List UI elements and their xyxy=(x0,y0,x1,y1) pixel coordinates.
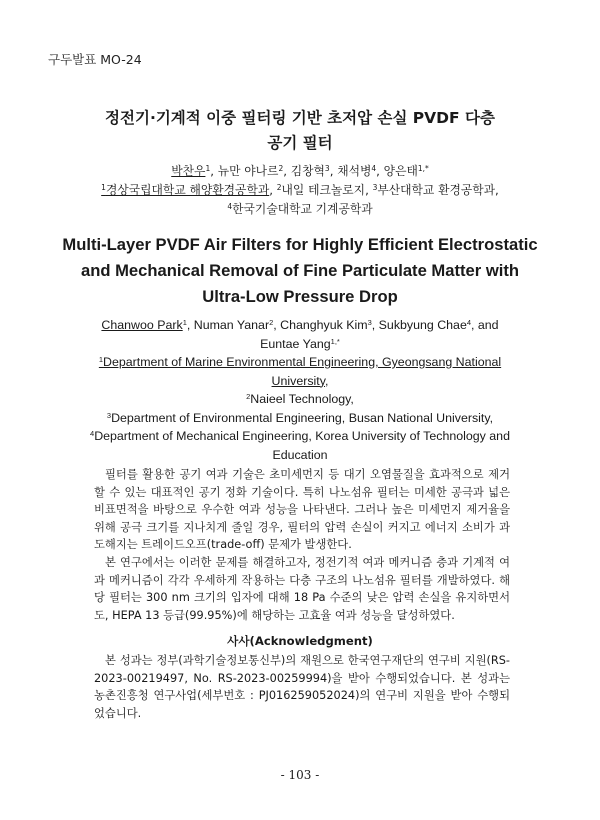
abstract-paragraph-1: 필터를 활용한 공기 여과 기술은 초미세먼지 등 대기 오염물질을 효과적으로 제거할 수 있는 대표적인 공기 정화 기술이다. 특히 나노섬유 필터는 미세한 공극과 넓은 비표면적을 바탕으로 우수한 여과 성능을 나타낸다. 그러나 높은 미세먼지 제거율을 위해 공극 크기를 지나치게 줄일 경우, 필터의 압력 손실이 커지고 에너지 소비가 과도해지는 트레이드오프(trade-off) 문제가 발생한다. xyxy=(94,468,510,552)
korean-title-line-2: 공기 필터 xyxy=(267,134,333,152)
author-sup: 4 xyxy=(466,318,472,327)
author-sup: 4 xyxy=(371,164,377,173)
english-author-name: , Numan Yanar xyxy=(186,318,270,332)
english-authors-line-2 xyxy=(86,335,514,354)
separator: , xyxy=(365,183,373,197)
affiliation-sup: 4 xyxy=(90,429,95,438)
english-author-block xyxy=(86,316,514,464)
english-affiliation-underlined xyxy=(99,355,501,369)
session-header: 구두발표 MO-24 xyxy=(48,52,142,67)
author-sup: 2 xyxy=(278,164,284,173)
english-affiliation: Naieel Technology, xyxy=(250,392,354,406)
korean-title xyxy=(0,106,600,156)
korean-affiliation: 내일 테크놀로지 xyxy=(281,183,366,197)
english-affiliation: Department of Environmental Engineering, Busan National University, xyxy=(111,410,494,425)
acknowledgment-paragraph: 본 성과는 정부(과학기술정보통신부)의 재원으로 한국연구재단의 연구비 지원(RS-2023-00219497, No. RS-2023-00259994)을 받아 수행되었습니다. 본 성과는 농촌진흥청 연구사업(세부번호 : PJ016259052024)의 연구비 지원을 받아 수행되었습니다. xyxy=(94,654,510,720)
affiliation-sup: 1 xyxy=(101,183,106,192)
separator: , xyxy=(269,183,277,197)
english-affiliation-4-line-2: Education xyxy=(272,447,328,462)
author-sup: 2 xyxy=(269,318,274,327)
english-author-name: , Changhyuk Kim xyxy=(273,318,368,332)
affiliation-sup: 1 xyxy=(98,355,104,364)
english-affiliation: Department of Mechanical Engineering, Korea University of Technology and xyxy=(94,429,510,443)
conjunction: , and xyxy=(471,318,499,332)
english-title-line-3: Ultra-Low Pressure Drop xyxy=(202,287,398,306)
english-author-name: , Sukbyung Chae xyxy=(371,318,467,332)
author-sup: 1,* xyxy=(330,336,340,346)
author-sup: 1 xyxy=(182,318,187,327)
korean-author-name: , 양은태 xyxy=(376,164,418,178)
affiliation-sup: 2 xyxy=(246,392,251,401)
page-number: - 103 - xyxy=(280,768,320,782)
acknowledgment-heading: 사사(Acknowledgment) xyxy=(227,634,373,648)
author-sup: 3 xyxy=(367,318,372,327)
english-title-line-1: Multi-Layer PVDF Air Filters for Highly Efficient Electrostatic xyxy=(62,235,538,254)
korean-authors xyxy=(0,162,600,181)
english-title xyxy=(0,232,600,310)
korean-author-name: , 김창혁 xyxy=(283,164,325,178)
english-authors-line-1 xyxy=(86,316,514,335)
english-author-name: Euntae Yang xyxy=(260,336,331,351)
korean-author-name: 박찬우 xyxy=(171,164,206,178)
english-title-line-2: and Mechanical Removal of Fine Particulate Matter with xyxy=(81,261,519,280)
korean-affiliations-line-1 xyxy=(0,181,600,200)
english-affiliation-1-line-1 xyxy=(86,353,514,372)
english-affiliation-4-line-1 xyxy=(86,427,514,446)
abstract-body xyxy=(94,466,510,624)
author-sup: 3 xyxy=(324,164,330,173)
abstract-paragraph-2: 본 연구에서는 이러한 문제를 해결하고자, 정전기적 여과 메커니즘 층과 기계적 여과 메커니즘이 각각 우세하게 작용하는 다층 구조의 나노섬유 필터를 개발하였다. 해당 필터는 300 nm 크기의 입자에 대해 18 Pa 수준의 낮은 압력 손실을 유지하면서도, HEPA 13 등급(99.95%)에 해당하는 고효율 여과 성능을 달성하였다. xyxy=(94,555,510,622)
english-affiliation: Department of Marine Environmental Engineering, Gyeongsang National xyxy=(103,355,502,369)
affiliation-sup: 3 xyxy=(372,183,378,192)
english-affiliation-2 xyxy=(86,390,514,409)
korean-author-name: , 뉴만 야나르 xyxy=(210,164,279,178)
korean-affiliation: 한국기술대학교 기계공학과 xyxy=(232,202,373,216)
english-author-name: Chanwoo Park xyxy=(101,318,183,332)
korean-author-name: , 채석병 xyxy=(329,164,372,178)
korean-title-line-1: 정전기·기계적 이중 필터링 기반 초저압 손실 PVDF 다층 xyxy=(105,109,495,127)
korean-affiliation-underlined xyxy=(101,183,269,197)
separator: , xyxy=(325,373,329,388)
acknowledgment-body xyxy=(94,652,510,722)
author-sup: 1,* xyxy=(417,164,429,173)
english-affiliation-3 xyxy=(86,409,514,428)
korean-affiliation: 경상국립대학교 해양환경공학과 xyxy=(105,183,270,197)
affiliation-sup: 3 xyxy=(106,410,112,420)
english-affiliation-1-line-2 xyxy=(86,372,514,391)
affiliation-sup: 4 xyxy=(227,202,233,211)
english-affiliation-underlined: University xyxy=(271,373,326,388)
korean-affiliations-line-2 xyxy=(0,200,600,219)
korean-affiliation: 부산대학교 환경공학과, xyxy=(377,183,499,197)
author-sup: 1 xyxy=(205,164,211,173)
affiliation-sup: 2 xyxy=(276,183,282,192)
korean-author-block xyxy=(0,162,600,219)
